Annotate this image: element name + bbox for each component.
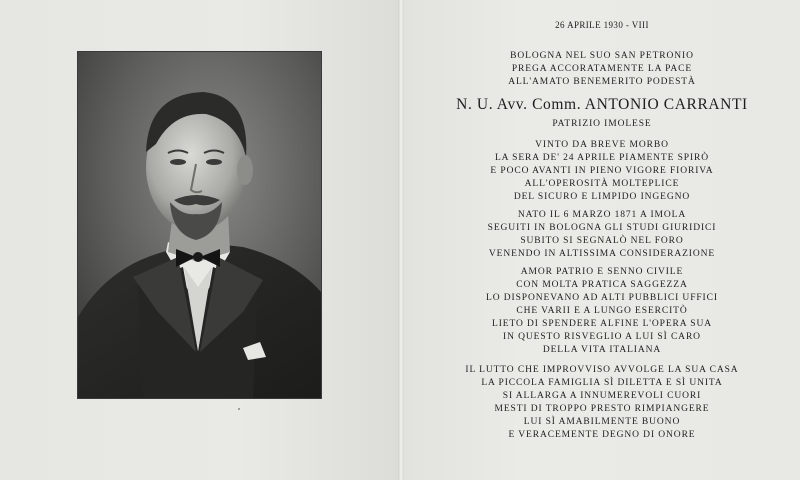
intro-line: ALL'AMATO BENEMERITO PODESTÀ [508,77,696,87]
paragraph-1-line: VINTO DA BREVE MORBO [535,140,669,150]
paragraph-1-line: LA SERA DE' 24 APRILE PIAMENTE SPIRÒ [494,153,710,163]
honoree-name: N. U. Avv. Comm. ANTONIO CARRANTI [456,96,748,113]
paragraph-4-line: E VERACEMENTE DEGNO DI ONORE [508,430,696,440]
paragraph-2-line: SEGUITI IN BOLOGNA GLI STUDI GIURIDICI [487,223,717,233]
paragraph-4-line: IL LUTTO CHE IMPROVVISO AVVOLGE LA SUA CASA [465,365,739,375]
intro-line: BOLOGNA NEL SUO SAN PETRONIO [510,51,694,61]
honoree-subtitle: PATRIZIO IMOLESE [552,119,652,129]
intro-line: PREGA ACCORATAMENTE LA PACE [511,64,693,74]
paragraph-1-line: DEL SICURO E LIMPIDO INGEGNO [513,192,691,202]
portrait-photo-frame [77,51,322,399]
date-line: 26 APRILE 1930 - VIII [555,20,649,30]
paragraph-1-line: ALL'OPEROSITÀ MOLTEPLICE [524,179,680,189]
paragraph-3-line: CON MOLTA PRATICA SAGGEZZA [516,280,688,290]
paragraph-4-line: MESTI DI TROPPO PRESTO RIMPIANGERE [494,404,710,414]
print-speck [238,408,240,410]
paragraph-3-line: DELLA VITA ITALIANA [542,345,662,355]
right-page [404,0,800,480]
paragraph-3-line: LIETO DI SPENDERE ALFINE L'OPERA SUA [492,319,712,329]
paragraph-3-line: CHE VARII E A LUNGO ESERCITÒ [516,306,688,316]
paragraph-2-line: VENENDO IN ALTISSIMA CONSIDERAZIONE [488,249,716,259]
portrait-photo [78,52,321,398]
paragraph-2-line: SUBITO SI SEGNALÒ NEL FORO [520,236,684,246]
paragraph-4-line: LA PICCOLA FAMIGLIA SÌ DILETTA E SÌ UNITA [481,378,723,388]
paragraph-4-line: SI ALLARGA A INNUMEREVOLI CUORI [502,391,702,401]
paragraph-3-line: AMOR PATRIO E SENNO CIVILE [520,267,684,277]
paragraph-2-line: NATO IL 6 MARZO 1871 A IMOLA [517,210,687,220]
paragraph-4-line: LUI SÌ AMABILMENTE BUONO [523,417,681,427]
paragraph-1-line: E POCO AVANTI IN PIENO VIGORE FIORIVA [490,166,714,176]
paragraph-3-line: LO DISPONEVANO AD ALTI PUBBLICI UFFICI [486,293,718,303]
paragraph-3-line: IN QUESTO RISVEGLIO A LUI SÌ CARO [503,332,701,342]
